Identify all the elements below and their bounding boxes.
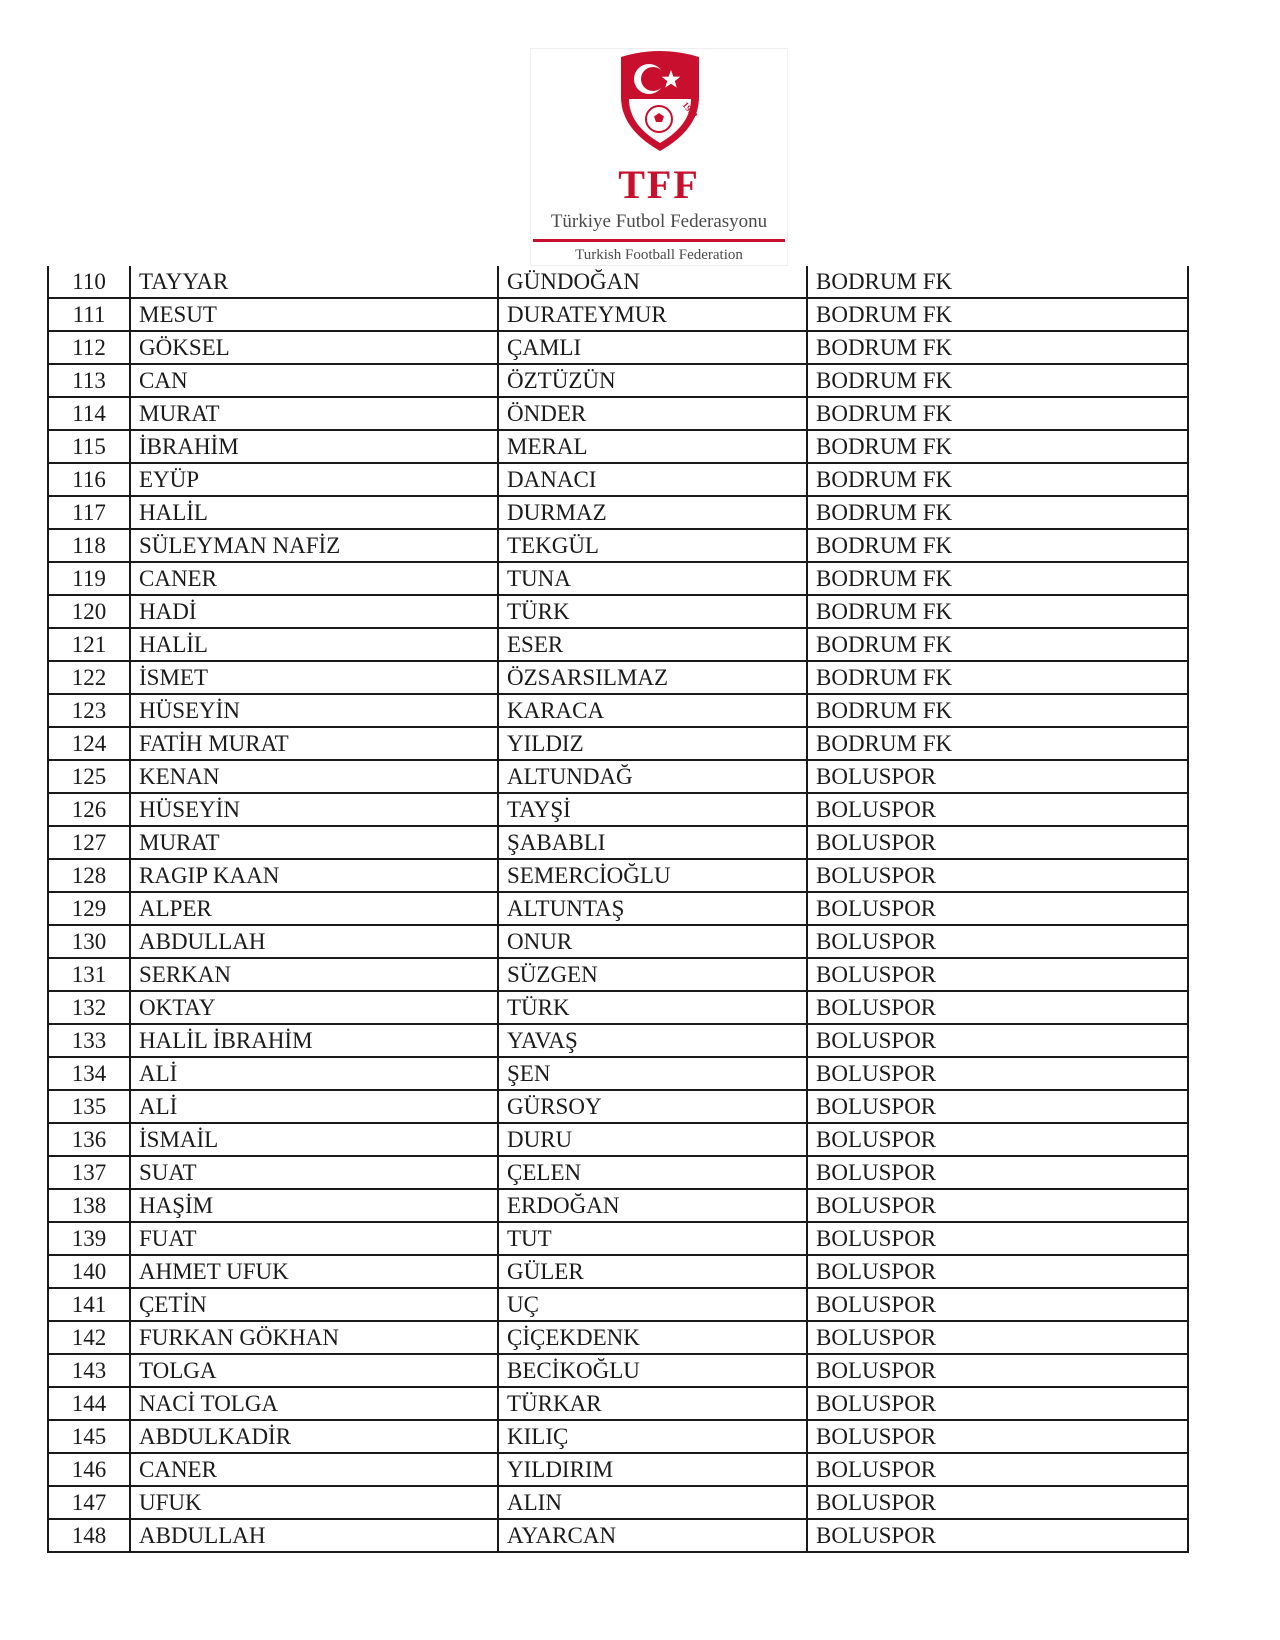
first-name-cell: KENAN bbox=[130, 760, 498, 793]
last-name-cell: YILDIZ bbox=[498, 727, 807, 760]
first-name-cell: GÖKSEL bbox=[130, 331, 498, 364]
table-row bbox=[48, 364, 1188, 397]
first-name-cell: FUAT bbox=[130, 1222, 498, 1255]
club-name-cell: BOLUSPOR bbox=[807, 1156, 1188, 1189]
club-name-cell: BOLUSPOR bbox=[807, 1486, 1188, 1519]
club-name-cell: BOLUSPOR bbox=[807, 859, 1188, 892]
table-row bbox=[48, 529, 1188, 562]
table-row bbox=[48, 1156, 1188, 1189]
tff-logo bbox=[530, 48, 788, 266]
last-name-cell: ALIN bbox=[498, 1486, 807, 1519]
table-row bbox=[48, 1288, 1188, 1321]
table-row bbox=[48, 430, 1188, 463]
last-name-cell: DURU bbox=[498, 1123, 807, 1156]
row-number-cell: 136 bbox=[48, 1123, 130, 1156]
table-row bbox=[48, 925, 1188, 958]
first-name-cell: TOLGA bbox=[130, 1354, 498, 1387]
logo-abbreviation: TFF bbox=[618, 162, 700, 207]
table-row bbox=[48, 694, 1188, 727]
club-name-cell: BOLUSPOR bbox=[807, 1189, 1188, 1222]
first-name-cell: MESUT bbox=[130, 298, 498, 331]
row-number-cell: 117 bbox=[48, 496, 130, 529]
table-row bbox=[48, 628, 1188, 661]
first-name-cell: TAYYAR bbox=[130, 266, 498, 298]
club-name-cell: BODRUM FK bbox=[807, 364, 1188, 397]
table-row bbox=[48, 760, 1188, 793]
first-name-cell: RAGIP KAAN bbox=[130, 859, 498, 892]
last-name-cell: ONUR bbox=[498, 925, 807, 958]
table-row bbox=[48, 397, 1188, 430]
last-name-cell: GÜRSOY bbox=[498, 1090, 807, 1123]
club-name-cell: BODRUM FK bbox=[807, 529, 1188, 562]
club-name-cell: BODRUM FK bbox=[807, 298, 1188, 331]
row-number-cell: 126 bbox=[48, 793, 130, 826]
row-number-cell: 125 bbox=[48, 760, 130, 793]
row-number-cell: 148 bbox=[48, 1519, 130, 1552]
club-name-cell: BOLUSPOR bbox=[807, 1255, 1188, 1288]
last-name-cell: TEKGÜL bbox=[498, 529, 807, 562]
first-name-cell: FURKAN GÖKHAN bbox=[130, 1321, 498, 1354]
row-number-cell: 146 bbox=[48, 1453, 130, 1486]
last-name-cell: KILIÇ bbox=[498, 1420, 807, 1453]
first-name-cell: HÜSEYİN bbox=[130, 694, 498, 727]
table-row bbox=[48, 727, 1188, 760]
club-name-cell: BOLUSPOR bbox=[807, 1123, 1188, 1156]
club-name-cell: BOLUSPOR bbox=[807, 1288, 1188, 1321]
club-name-cell: BOLUSPOR bbox=[807, 760, 1188, 793]
club-name-cell: BOLUSPOR bbox=[807, 1321, 1188, 1354]
club-name-cell: BOLUSPOR bbox=[807, 1057, 1188, 1090]
club-name-cell: BOLUSPOR bbox=[807, 1090, 1188, 1123]
first-name-cell: SÜLEYMAN NAFİZ bbox=[130, 529, 498, 562]
club-name-cell: BOLUSPOR bbox=[807, 1354, 1188, 1387]
row-number-cell: 147 bbox=[48, 1486, 130, 1519]
club-name-cell: BODRUM FK bbox=[807, 463, 1188, 496]
row-number-cell: 145 bbox=[48, 1420, 130, 1453]
club-name-cell: BODRUM FK bbox=[807, 628, 1188, 661]
last-name-cell: MERAL bbox=[498, 430, 807, 463]
row-number-cell: 129 bbox=[48, 892, 130, 925]
row-number-cell: 134 bbox=[48, 1057, 130, 1090]
last-name-cell: GÜNDOĞAN bbox=[498, 266, 807, 298]
first-name-cell: İSMET bbox=[130, 661, 498, 694]
last-name-cell: GÜLER bbox=[498, 1255, 807, 1288]
roster-body bbox=[48, 266, 1188, 1552]
first-name-cell: NACİ TOLGA bbox=[130, 1387, 498, 1420]
row-number-cell: 142 bbox=[48, 1321, 130, 1354]
first-name-cell: ABDULLAH bbox=[130, 1519, 498, 1552]
last-name-cell: SÜZGEN bbox=[498, 958, 807, 991]
row-number-cell: 141 bbox=[48, 1288, 130, 1321]
table-row bbox=[48, 1222, 1188, 1255]
club-name-cell: BOLUSPOR bbox=[807, 1222, 1188, 1255]
last-name-cell: ÇELEN bbox=[498, 1156, 807, 1189]
row-number-cell: 124 bbox=[48, 727, 130, 760]
first-name-cell: SERKAN bbox=[130, 958, 498, 991]
table-row bbox=[48, 1387, 1188, 1420]
club-name-cell: BODRUM FK bbox=[807, 397, 1188, 430]
table-row bbox=[48, 661, 1188, 694]
first-name-cell: FATİH MURAT bbox=[130, 727, 498, 760]
last-name-cell: ERDOĞAN bbox=[498, 1189, 807, 1222]
club-name-cell: BOLUSPOR bbox=[807, 1420, 1188, 1453]
first-name-cell: HALİL bbox=[130, 628, 498, 661]
first-name-cell: HÜSEYİN bbox=[130, 793, 498, 826]
logo-name-turkish: Türkiye Futbol Federasyonu bbox=[550, 211, 768, 232]
first-name-cell: HALİL İBRAHİM bbox=[130, 1024, 498, 1057]
row-number-cell: 140 bbox=[48, 1255, 130, 1288]
table-row bbox=[48, 1024, 1188, 1057]
first-name-cell: MURAT bbox=[130, 397, 498, 430]
last-name-cell: TUT bbox=[498, 1222, 807, 1255]
last-name-cell: YILDIRIM bbox=[498, 1453, 807, 1486]
club-name-cell: BODRUM FK bbox=[807, 661, 1188, 694]
first-name-cell: CAN bbox=[130, 364, 498, 397]
last-name-cell: YAVAŞ bbox=[498, 1024, 807, 1057]
club-name-cell: BODRUM FK bbox=[807, 595, 1188, 628]
table-row bbox=[48, 1486, 1188, 1519]
row-number-cell: 128 bbox=[48, 859, 130, 892]
last-name-cell: ALTUNDAĞ bbox=[498, 760, 807, 793]
first-name-cell: ÇETİN bbox=[130, 1288, 498, 1321]
row-number-cell: 110 bbox=[48, 266, 130, 298]
row-number-cell: 133 bbox=[48, 1024, 130, 1057]
first-name-cell: MURAT bbox=[130, 826, 498, 859]
club-name-cell: BOLUSPOR bbox=[807, 892, 1188, 925]
table-row bbox=[48, 266, 1188, 298]
club-name-cell: BOLUSPOR bbox=[807, 793, 1188, 826]
table-row bbox=[48, 1057, 1188, 1090]
first-name-cell: OKTAY bbox=[130, 991, 498, 1024]
first-name-cell: İSMAİL bbox=[130, 1123, 498, 1156]
last-name-cell: ÖZTÜZÜN bbox=[498, 364, 807, 397]
club-name-cell: BOLUSPOR bbox=[807, 1387, 1188, 1420]
club-name-cell: BODRUM FK bbox=[807, 562, 1188, 595]
first-name-cell: HADİ bbox=[130, 595, 498, 628]
table-row bbox=[48, 1354, 1188, 1387]
club-name-cell: BOLUSPOR bbox=[807, 991, 1188, 1024]
table-row bbox=[48, 826, 1188, 859]
first-name-cell: ALPER bbox=[130, 892, 498, 925]
table-row bbox=[48, 1453, 1188, 1486]
row-number-cell: 116 bbox=[48, 463, 130, 496]
last-name-cell: TÜRKAR bbox=[498, 1387, 807, 1420]
last-name-cell: UÇ bbox=[498, 1288, 807, 1321]
first-name-cell: UFUK bbox=[130, 1486, 498, 1519]
last-name-cell: ÇAMLI bbox=[498, 331, 807, 364]
table-row bbox=[48, 562, 1188, 595]
club-name-cell: BODRUM FK bbox=[807, 266, 1188, 298]
table-row bbox=[48, 1189, 1188, 1222]
row-number-cell: 143 bbox=[48, 1354, 130, 1387]
table-row bbox=[48, 793, 1188, 826]
first-name-cell: ALİ bbox=[130, 1057, 498, 1090]
last-name-cell: ÖNDER bbox=[498, 397, 807, 430]
club-name-cell: BOLUSPOR bbox=[807, 826, 1188, 859]
row-number-cell: 120 bbox=[48, 595, 130, 628]
tff-shield-emblem bbox=[615, 49, 705, 153]
row-number-cell: 131 bbox=[48, 958, 130, 991]
club-name-cell: BODRUM FK bbox=[807, 430, 1188, 463]
row-number-cell: 123 bbox=[48, 694, 130, 727]
table-row bbox=[48, 958, 1188, 991]
club-name-cell: BOLUSPOR bbox=[807, 958, 1188, 991]
row-number-cell: 138 bbox=[48, 1189, 130, 1222]
first-name-cell: EYÜP bbox=[130, 463, 498, 496]
last-name-cell: SEMERCİOĞLU bbox=[498, 859, 807, 892]
table-row bbox=[48, 859, 1188, 892]
last-name-cell: KARACA bbox=[498, 694, 807, 727]
row-number-cell: 118 bbox=[48, 529, 130, 562]
club-name-cell: BOLUSPOR bbox=[807, 925, 1188, 958]
first-name-cell: HALİL bbox=[130, 496, 498, 529]
roster-table bbox=[47, 266, 1189, 1553]
last-name-cell: DANACI bbox=[498, 463, 807, 496]
first-name-cell: AHMET UFUK bbox=[130, 1255, 498, 1288]
last-name-cell: ALTUNTAŞ bbox=[498, 892, 807, 925]
last-name-cell: ESER bbox=[498, 628, 807, 661]
club-name-cell: BODRUM FK bbox=[807, 496, 1188, 529]
last-name-cell: ÖZSARSILMAZ bbox=[498, 661, 807, 694]
logo-divider bbox=[533, 239, 785, 242]
last-name-cell: TAYŞİ bbox=[498, 793, 807, 826]
logo-year: 1923 bbox=[680, 99, 700, 121]
first-name-cell: SUAT bbox=[130, 1156, 498, 1189]
club-name-cell: BODRUM FK bbox=[807, 331, 1188, 364]
first-name-cell: ALİ bbox=[130, 1090, 498, 1123]
club-name-cell: BODRUM FK bbox=[807, 694, 1188, 727]
row-number-cell: 130 bbox=[48, 925, 130, 958]
first-name-cell: HAŞİM bbox=[130, 1189, 498, 1222]
row-number-cell: 135 bbox=[48, 1090, 130, 1123]
row-number-cell: 139 bbox=[48, 1222, 130, 1255]
last-name-cell: TÜRK bbox=[498, 595, 807, 628]
last-name-cell: ŞABABLI bbox=[498, 826, 807, 859]
table-row bbox=[48, 1123, 1188, 1156]
table-row bbox=[48, 298, 1188, 331]
row-number-cell: 114 bbox=[48, 397, 130, 430]
row-number-cell: 127 bbox=[48, 826, 130, 859]
table-row bbox=[48, 892, 1188, 925]
first-name-cell: CANER bbox=[130, 1453, 498, 1486]
logo-name-english: Turkish Football Federation bbox=[575, 247, 743, 263]
last-name-cell: AYARCAN bbox=[498, 1519, 807, 1552]
club-name-cell: BOLUSPOR bbox=[807, 1453, 1188, 1486]
club-name-cell: BOLUSPOR bbox=[807, 1519, 1188, 1552]
row-number-cell: 112 bbox=[48, 331, 130, 364]
last-name-cell: ŞEN bbox=[498, 1057, 807, 1090]
table-row bbox=[48, 1519, 1188, 1552]
row-number-cell: 121 bbox=[48, 628, 130, 661]
row-number-cell: 137 bbox=[48, 1156, 130, 1189]
table-row bbox=[48, 1255, 1188, 1288]
last-name-cell: DURMAZ bbox=[498, 496, 807, 529]
table-row bbox=[48, 463, 1188, 496]
last-name-cell: TÜRK bbox=[498, 991, 807, 1024]
row-number-cell: 132 bbox=[48, 991, 130, 1024]
first-name-cell: ABDULLAH bbox=[130, 925, 498, 958]
table-row bbox=[48, 496, 1188, 529]
club-name-cell: BODRUM FK bbox=[807, 727, 1188, 760]
row-number-cell: 122 bbox=[48, 661, 130, 694]
first-name-cell: CANER bbox=[130, 562, 498, 595]
last-name-cell: BECİKOĞLU bbox=[498, 1354, 807, 1387]
row-number-cell: 111 bbox=[48, 298, 130, 331]
table-row bbox=[48, 1090, 1188, 1123]
row-number-cell: 115 bbox=[48, 430, 130, 463]
table-row bbox=[48, 595, 1188, 628]
row-number-cell: 119 bbox=[48, 562, 130, 595]
table-row bbox=[48, 1420, 1188, 1453]
last-name-cell: TUNA bbox=[498, 562, 807, 595]
row-number-cell: 144 bbox=[48, 1387, 130, 1420]
first-name-cell: İBRAHİM bbox=[130, 430, 498, 463]
last-name-cell: DURATEYMUR bbox=[498, 298, 807, 331]
table-row bbox=[48, 1321, 1188, 1354]
row-number-cell: 113 bbox=[48, 364, 130, 397]
table-row bbox=[48, 331, 1188, 364]
first-name-cell: ABDULKADİR bbox=[130, 1420, 498, 1453]
club-name-cell: BOLUSPOR bbox=[807, 1024, 1188, 1057]
table-row bbox=[48, 991, 1188, 1024]
last-name-cell: ÇİÇEKDENK bbox=[498, 1321, 807, 1354]
